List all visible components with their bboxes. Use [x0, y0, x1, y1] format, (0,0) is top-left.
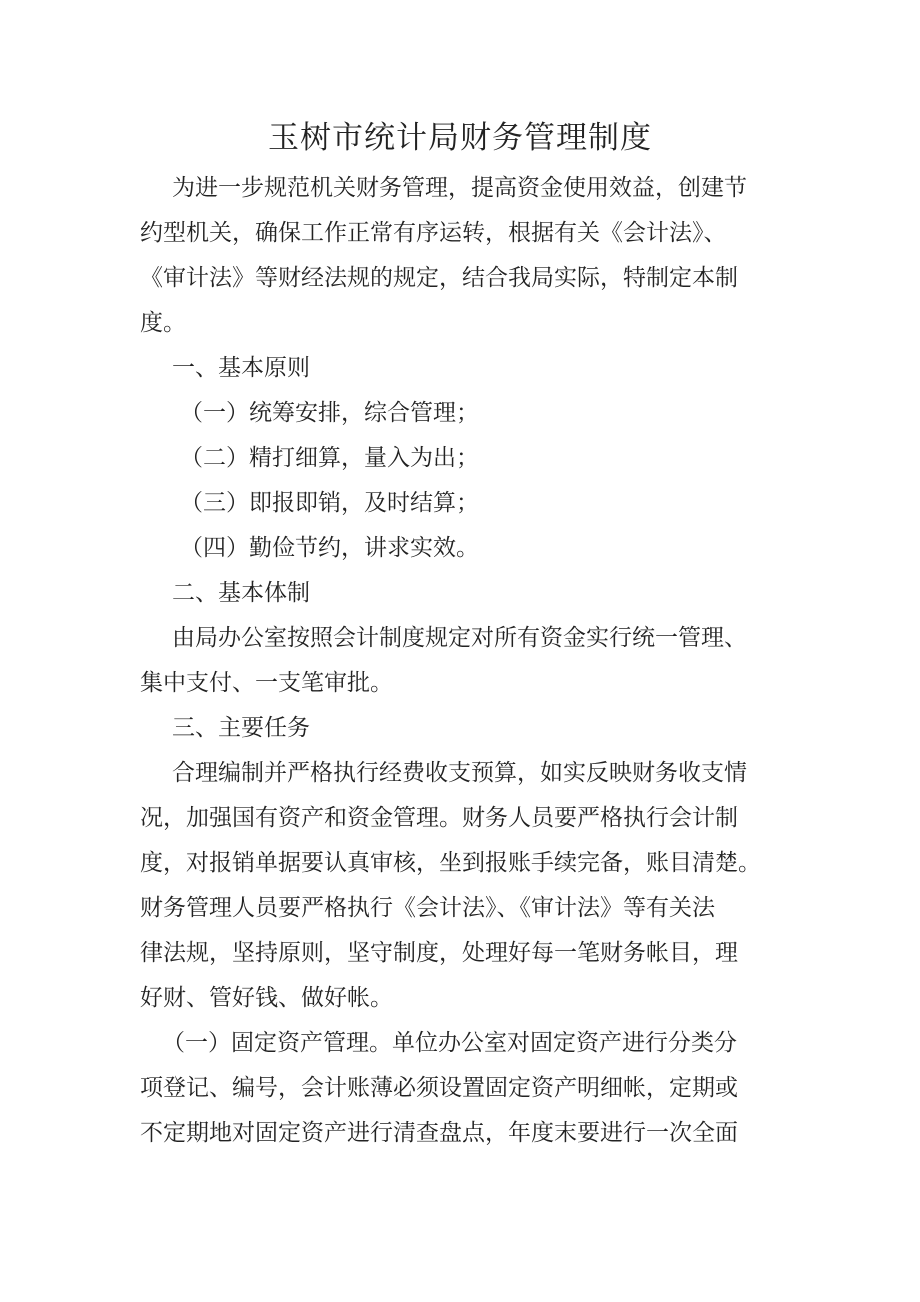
body-line-10: 财务管理人员要严格执行《会计法》、《审计法》等有关法 — [140, 895, 715, 921]
body-line-11: 律法规，坚持原则，坚守制度，处理好每一笔财务帐目，理 — [140, 940, 738, 966]
section-heading-3: 三、主要任务 — [172, 715, 310, 741]
body-line-8: 况，加强国有资产和资金管理。财务人员要严格执行会计制 — [140, 805, 738, 831]
body-line-5: 由局办公室按照会计制度规定对所有资金实行统一管理、 — [172, 625, 747, 651]
principle-item-4: （四）勤俭节约，讲求实效。 — [180, 535, 479, 561]
body-line-6: 集中支付、一支笔审批。 — [140, 670, 393, 696]
principle-item-3: （三）即报即销，及时结算； — [180, 490, 479, 516]
body-line-3: 《审计法》等财经法规的规定，结合我局实际，特制定本制 — [140, 265, 738, 291]
section-heading-2: 二、基本体制 — [172, 580, 310, 606]
body-line-9: 度，对报销单据要认真审核，坐到报账手续完备，账目清楚。 — [140, 850, 761, 876]
body-line-13: （一）固定资产管理。单位办公室对固定资产进行分类分 — [162, 1030, 737, 1056]
section-heading-1: 一、基本原则 — [172, 355, 310, 381]
principle-item-1: （一）统筹安排，综合管理； — [180, 400, 479, 426]
body-line-15: 不定期地对固定资产进行清查盘点，年度末要进行一次全面 — [140, 1120, 738, 1146]
document-title: 玉树市统计局财务管理制度 — [268, 120, 652, 156]
principle-item-2: （二）精打细算，量入为出； — [180, 445, 479, 471]
body-line-1: 为进一步规范机关财务管理，提高资金使用效益，创建节 — [172, 175, 747, 201]
body-line-14: 项登记、编号，会计账薄必须设置固定资产明细帐，定期或 — [140, 1075, 738, 1101]
body-line-2: 约型机关，确保工作正常有序运转，根据有关《会计法》、 — [140, 220, 727, 246]
body-line-4: 度。 — [140, 310, 186, 336]
body-line-7: 合理编制并严格执行经费收支预算，如实反映财务收支情 — [172, 760, 747, 786]
body-line-12: 好财、管好钱、做好帐。 — [140, 985, 393, 1011]
